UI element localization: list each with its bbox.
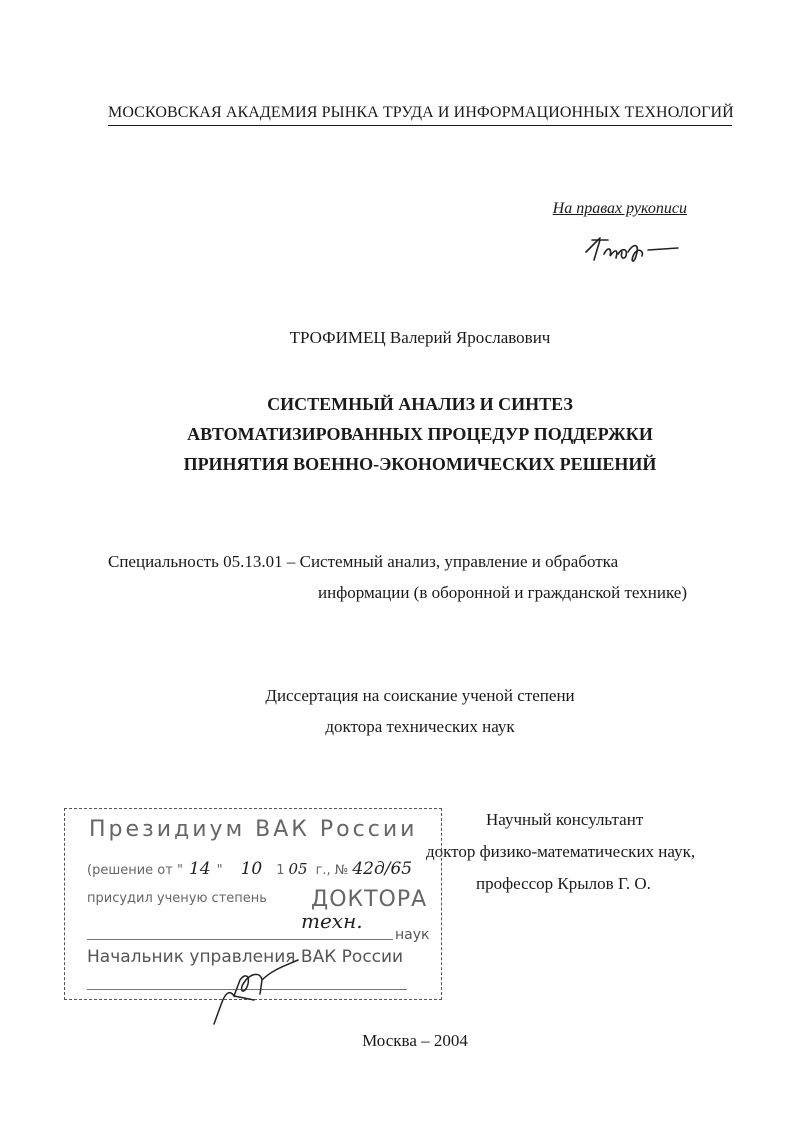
consultant-name: профессор Крылов Г. О. — [476, 874, 651, 893]
title-line: СИСТЕМНЫЙ АНАЛИЗ И СИНТЕЗ — [267, 394, 573, 414]
dissertation-note — [0, 680, 793, 742]
stamp-chief: Начальник управления ВАК России — [87, 947, 404, 967]
title-line: АВТОМАТИЗИРОВАННЫХ ПРОЦЕДУР ПОДДЕРЖКИ — [187, 424, 653, 444]
header-rule — [108, 125, 732, 126]
city-year: Москва – 2004 — [362, 1031, 468, 1050]
stamp-awarded: присудил ученую степень — [87, 891, 267, 906]
stamp-decision-prefix: (решение от " — [87, 863, 183, 878]
stamp-year: 05 — [288, 860, 308, 878]
stamp-number: 42д/65 — [352, 859, 413, 879]
institution-name: МОСКОВСКАЯ АКАДЕМИЯ РЫНКА ТРУДА И ИНФОРМАЦИОННЫХ ТЕХНОЛОГИЙ — [108, 104, 734, 121]
stamp-nauk: наук — [395, 927, 430, 943]
consultant-degree: доктор физико-математических наук, — [426, 842, 696, 861]
stamp-header: Президиум ВАК России — [89, 817, 418, 842]
specialty-line-1: Специальность 05.13.01 – Системный анализ, управление и обработка — [108, 552, 619, 571]
title-line: ПРИНЯТИЯ ВОЕННО-ЭКОНОМИЧЕСКИХ РЕШЕНИЙ — [183, 454, 657, 474]
stamp-degree: ДОКТОРА — [311, 887, 428, 912]
dissertation-title — [0, 389, 793, 479]
dissertation-line-1: Диссертация на соискание ученой степени — [265, 686, 575, 705]
author-name: ТРОФИМЕЦ Валерий Ярославович — [289, 328, 551, 347]
chief-signature — [200, 940, 310, 1030]
specialty-line-2: информации (в оборонной и гражданской технике) — [318, 583, 687, 602]
stamp-decision-line: (решение от " 14 " 10 1 05 г., № 42д/65 — [87, 859, 413, 879]
dissertation-line-2: доктора технических наук — [325, 717, 515, 736]
author-signature — [582, 228, 682, 268]
stamp-year-suffix: г., № — [315, 863, 349, 878]
stamp-day: 14 — [188, 859, 211, 879]
consultant-role: Научный консультант — [486, 810, 644, 829]
stamp-month: 10 — [240, 859, 263, 879]
rights-note: На правах рукописи — [552, 200, 687, 217]
stamp-field: техн. — [301, 909, 363, 933]
